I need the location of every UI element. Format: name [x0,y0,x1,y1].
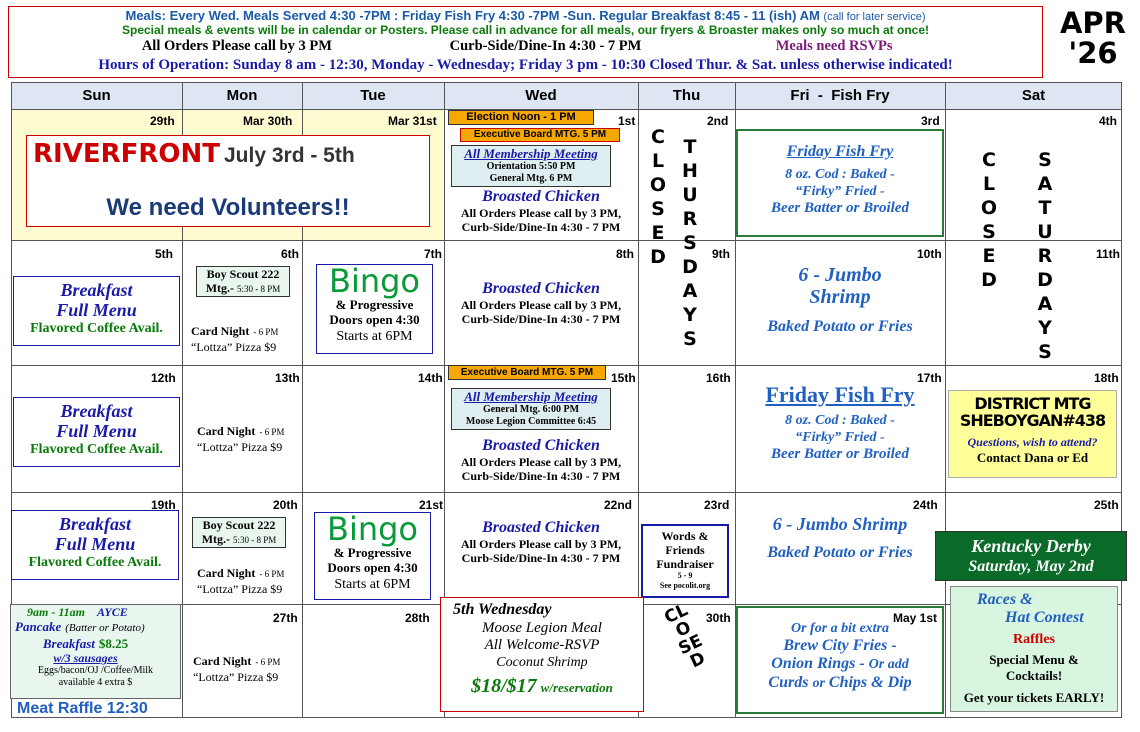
may1-line: Or for a bit extra [791,621,889,636]
fish-fry-2 [735,382,945,463]
may1-line: Onion Rings - [771,655,865,672]
exec-board-badge: Executive Board MTG. 5 PM [460,128,620,142]
pancake-price: $8.25 [98,636,129,651]
date-label: 17th [917,371,942,385]
wf-line: Fundraiser [656,557,714,571]
pancake-sausages: w/3 sausages [53,651,118,665]
riverfront-dates: July 3rd - 5th [223,144,355,167]
may1-line: Curds [768,674,809,691]
breakfast-line: Full Menu [56,421,137,441]
date-label: May 1st [893,611,938,625]
fishfry-line: “Firky” Fried - [795,430,885,445]
fifth-wed-title: 5th Wednesday [453,601,552,618]
broasted-line: All Orders Please call by 3 PM, [460,455,622,469]
fishfry-line: 8 oz. Cod : Baked - [785,167,895,182]
broasted-chicken-4 [444,519,638,565]
pancake-title: Pancake [15,619,62,634]
broasted-line: All Orders Please call by 3 PM, [460,537,622,551]
bingo-box-2 [314,512,431,600]
shrimp-title: Shrimp [809,286,871,308]
district-question: Questions, wish to attend? [967,435,1098,449]
order-note: All Orders Please call by 3 PM [141,38,332,54]
may1-line: or [812,676,825,691]
shrimp-title: 6 - Jumbo [798,264,882,286]
breakfast-line: Breakfast [59,514,131,534]
fifth-wed-line: All Welcome-RSVP [484,637,600,653]
races-line: Races & [977,591,1033,608]
date-label: 29th [150,114,175,128]
hours-of-operation: Hours of Operation: Sunday 8 am - 12:30, Monday - Wednesday; Friday 3 pm - 10:30 Closed Thur. & Sat. unless otherwise indicated! [98,57,953,73]
broasted-line: Curb-Side/Dine-In 4:30 - 7 PM [461,469,621,483]
races-line: Hat Contest [1005,609,1084,626]
day-fri: Fri - Fish Fry [790,87,890,104]
closed-saturdays-a: CLOSED [980,149,998,291]
scout-line: Mtg.- [205,281,235,295]
card-night-time: - 6 PM [259,427,285,437]
tickets-early: Get your tickets EARLY! [963,690,1105,705]
derby-date: Saturday, May 2nd [968,558,1094,575]
card-night-time: - 6 PM [259,569,285,579]
bingo-title: Bingo [326,510,418,548]
date-label: 6th [281,247,299,261]
date-label: 11th [1096,247,1121,261]
riverfront-title-row [33,139,355,169]
day-thu: Thu [672,87,701,104]
pancake-time: 9am - 11am [27,605,86,619]
date-label: 27th [273,611,298,625]
breakfast-box-2 [13,397,180,467]
general-mtg-time: General Mtg. 6:00 PM [482,404,580,415]
shrimp-2 [735,513,945,563]
fishfry-line: Beer Batter or Broiled [771,200,909,216]
membership-meeting-box-2 [451,388,611,430]
breakfast-line: Full Menu [54,534,136,554]
fifth-wed-line: Moose Legion Meal [482,620,602,636]
bingo-line: Starts at 6PM [336,329,413,344]
date-label: 16th [706,371,731,385]
closed-30th: CLOSED [661,600,709,673]
date-label: 21st [419,498,444,512]
pancake-ayce: AYCE [97,605,128,619]
closed-thursdays-b: THURSDAYS [682,136,698,350]
fishfry-line: Beer Batter or Broiled [771,446,909,462]
broasted-chicken-3 [444,437,638,483]
card-night-pizza: “Lottza” Pizza $9 [191,340,277,354]
bingo-line: Starts at 6PM [334,577,411,592]
card-night-title: Card Night [197,424,256,438]
boy-scout-box-1 [196,266,290,297]
kentucky-derby-banner [935,531,1127,581]
month-label [1050,8,1136,68]
date-label: 9th [712,247,730,261]
card-night-title: Card Night [193,654,252,668]
closed-thursdays-a: CLOSED [649,126,667,268]
fishfry-line: “Firky” Fried - [795,184,885,199]
fishfry-line: 8 oz. Cod : Baked - [785,413,895,428]
meal-schedule: Meals: Every Wed. Meals Served 4:30 -7PM : Friday Fish Fry 4:30 -7PM -Sun. Regular Breakfast 8:45 - 11 (ish) AM [125,8,820,23]
header-line-3 [9,38,1042,55]
rsvp-note: Meals need RSVPs [775,38,893,54]
fish-fry-box-1 [736,129,944,237]
broasted-title: Broasted Chicken [482,188,600,205]
closed-saturdays-b: SATURDAYS [1037,149,1053,363]
date-label: 28th [405,611,430,625]
bingo-line: Doors open 4:30 [329,312,420,327]
broasted-line: Curb-Side/Dine-In 4:30 - 7 PM [461,220,621,234]
day-sun: Sun [82,87,111,104]
meat-raffle: Meat Raffle 12:30 [17,700,148,717]
card-night-pizza: “Lottza” Pizza $9 [193,670,279,684]
special-menu: Special Menu & [989,652,1079,667]
broasted-title: Broasted Chicken [482,519,600,536]
date-label: Mar 30th [243,114,293,128]
election-badge: Election Noon - 1 PM [448,110,594,125]
date-label: 15th [611,371,636,385]
date-label: 5th [155,247,173,261]
general-mtg-time: General Mtg. 6 PM [489,173,573,184]
wf-line: Words & [661,529,709,543]
pancake-breakfast-box [10,604,181,699]
year: '26 [1068,36,1118,70]
shrimp-1 [735,264,945,337]
month: APR [1059,6,1127,40]
card-night-time: - 6 PM [255,657,281,667]
riverfront-volunteers: We need Volunteers!! [106,194,350,221]
bingo-line: Doors open 4:30 [327,560,418,575]
breakfast-coffee: Flavored Coffee Avail. [30,442,163,457]
meeting-title: All Membership Meeting [464,389,598,404]
header-banner [8,6,1043,78]
date-label: 3rd [921,114,940,128]
breakfast-coffee: Flavored Coffee Avail. [30,321,163,336]
meeting-title: All Membership Meeting [464,146,598,161]
broasted-chicken-1 [444,188,638,234]
may1-line: Chips & Dip [828,674,912,691]
date-label: 24th [913,498,938,512]
date-label: 4th [1099,114,1117,128]
raffles: Raffles [1013,632,1055,647]
boy-scout-box-2 [192,517,286,548]
cocktails: Cocktails! [1005,668,1063,683]
date-label: 8th [616,247,634,261]
pancake-breakfast: Breakfast [42,636,95,651]
bingo-line: & Progressive [333,545,412,560]
broasted-line: Curb-Side/Dine-In 4:30 - 7 PM [461,312,621,326]
date-label: 1st [618,114,636,128]
fifth-wed-line: Coconut Shrimp [496,655,588,670]
district-meeting-box [948,390,1117,478]
scout-line: Mtg.- [201,532,231,546]
may1-line: Brew City Fries - [783,637,897,654]
scout-time: 5:30 - 8 PM [233,535,277,545]
date-label: 20th [273,498,298,512]
curbside-note: Curb-Side/Dine-In 4:30 - 7 PM [449,38,642,54]
breakfast-coffee: Flavored Coffee Avail. [28,555,162,570]
membership-meeting-box [451,145,611,187]
may1-box [736,606,944,714]
breakfast-line: Full Menu [56,300,137,320]
breakfast-box-1 [13,276,180,346]
scout-line: Boy Scout 222 [202,518,276,532]
date-label: 30th [706,611,731,625]
card-night-2 [197,422,301,455]
date-label: 12th [151,371,176,385]
fifth-wed-reservation: w/reservation [540,680,613,695]
bingo-title: Bingo [328,262,420,300]
exec-board-badge-2: Executive Board MTG. 5 PM [448,365,606,380]
card-night-1 [191,322,301,355]
broasted-line: Curb-Side/Dine-In 4:30 - 7 PM [461,551,621,565]
wf-time: 5 - 9 [677,571,693,580]
pancake-extras-price: available 4 extra $ [58,677,133,688]
derby-title: Kentucky Derby [971,536,1091,556]
header-line-2: Special meals & events will be in calendar or Posters. Please call in advance for all meals, our fryers & Broaster makes only so much at once! [122,23,929,37]
date-label: 10th [917,247,942,261]
pancake-batter: (Batter or Potato) [65,622,145,634]
district-contact: Contact Dana or Ed [976,450,1089,465]
wf-line: Friends [665,543,705,557]
moose-committee: Moose Legion Committee 6:45 [465,416,597,427]
shrimp-sides: Baked Potato or Fries [767,544,913,561]
wf-site: See pocolit.org [659,581,711,590]
day-tue: Tue [360,87,386,104]
fifth-wed-price: $18/$17 [471,675,537,697]
broasted-title: Broasted Chicken [482,437,600,454]
riverfront-title: RIVERFRONT [33,139,220,169]
may1-line: Or add [868,657,909,672]
day-sat: Sat [1021,87,1046,104]
call-note: (call for later service) [823,11,926,23]
riverfront-banner [26,135,430,227]
fishfry-title: Friday Fish Fry [765,382,915,407]
fishfry-title: Friday Fish Fry [786,143,894,160]
header-line-1 [9,8,1042,23]
card-night-3 [197,564,301,597]
date-label: 13th [275,371,300,385]
scout-line: Boy Scout 222 [206,267,280,281]
date-label: 25th [1094,498,1119,512]
date-label: 2nd [707,114,729,128]
bingo-line: & Progressive [335,297,414,312]
date-label: 22nd [604,498,633,512]
shrimp-title: 6 - Jumbo Shrimp [772,514,908,534]
breakfast-line: Breakfast [60,280,133,300]
day-wed: Wed [525,87,557,104]
derby-events-box [950,586,1118,712]
broasted-title: Broasted Chicken [482,280,600,297]
card-night-title: Card Night [197,566,256,580]
words-friends-box [641,524,729,598]
shrimp-sides: Baked Potato or Fries [767,318,913,335]
date-label: 14th [418,371,443,385]
pancake-extras: Eggs/bacon/OJ /Coffee/Milk [37,665,154,676]
breakfast-box-3 [11,510,179,580]
date-label: 19th [151,498,176,512]
bingo-box-1 [316,264,433,354]
district-location: SHEBOYGAN#438 [959,411,1106,430]
date-label: 23rd [704,498,730,512]
broasted-line: All Orders Please call by 3 PM, [460,206,622,220]
broasted-chicken-2 [444,280,638,326]
fifth-wednesday-box [440,597,644,712]
card-night-4 [193,652,301,685]
orientation-time: Orientation 5:50 PM [486,161,576,172]
date-label: 7th [424,247,442,261]
broasted-line: All Orders Please call by 3 PM, [460,298,622,312]
breakfast-line: Breakfast [60,401,133,421]
card-night-time: - 6 PM [253,327,279,337]
card-night-pizza: “Lottza” Pizza $9 [197,582,283,596]
scout-time: 5:30 - 8 PM [237,284,281,294]
card-night-pizza: “Lottza” Pizza $9 [197,440,283,454]
day-mon: Mon [226,87,258,104]
district-title: DISTRICT MTG [974,394,1091,413]
date-label: Mar 31st [388,114,437,128]
card-night-title: Card Night [191,324,250,338]
date-label: 18th [1094,371,1119,385]
